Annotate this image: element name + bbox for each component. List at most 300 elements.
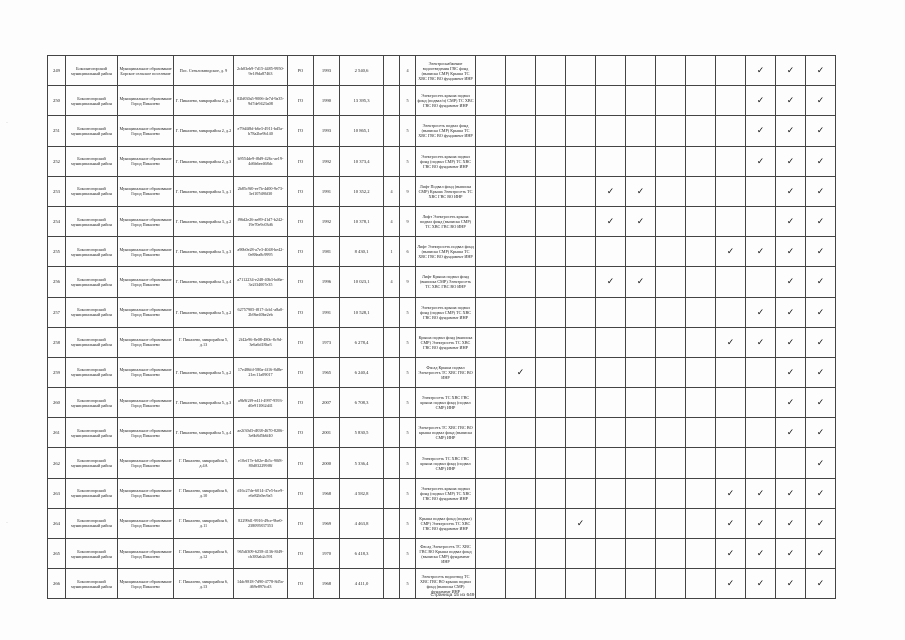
cell-m: Муниципальное образование Город Пикалево — [118, 237, 174, 267]
cell-t: ГО — [288, 327, 314, 357]
cell-n: 259 — [48, 357, 66, 387]
checkmark-cell — [476, 237, 506, 267]
cell-t: ГО — [288, 116, 314, 146]
checkmark-cell — [626, 357, 656, 387]
checkmark-cell — [506, 56, 536, 86]
cell-d: Бокситогорский муниципальный район — [66, 388, 118, 418]
checkmark-cell — [656, 267, 686, 297]
checkmark-cell — [566, 86, 596, 116]
checkmark-cell: ✓ — [746, 56, 776, 86]
table-row — [48, 86, 836, 116]
cell-m: Муниципальное образование Город Пикалево — [118, 206, 174, 236]
checkmark-cell: ✓ — [776, 116, 806, 146]
cell-y: 2000 — [314, 448, 340, 478]
checkmark-cell — [626, 297, 656, 327]
cell-s: 10 865,1 — [340, 116, 384, 146]
cell-id: a90b0e28-a7e3-4048-be42-0e88ea8c9995 — [234, 237, 288, 267]
checkmark-cell: ✓ — [806, 327, 836, 357]
cell-a: Г. Пикалево, микрорайон 5, д.4А — [174, 448, 234, 478]
table-row — [48, 116, 836, 146]
checkmark-cell — [686, 539, 716, 569]
checkmark-cell — [566, 206, 596, 236]
checkmark-cell — [626, 116, 656, 146]
cell-m: Муниципальное образование Город Пикалево — [118, 86, 174, 116]
cell-n: 253 — [48, 176, 66, 206]
checkmark-cell — [686, 176, 716, 206]
cell-a: Г. Пикалево, микрорайон 6, д.10 — [174, 478, 234, 508]
cell-f — [384, 116, 400, 146]
cell-m: Муниципальное образование Город Пикалево — [118, 357, 174, 387]
cell-f — [384, 388, 400, 418]
checkmark-cell: ✓ — [806, 86, 836, 116]
cell-t: ГО — [288, 86, 314, 116]
cell-s: 10 352,2 — [340, 176, 384, 206]
checkmark-cell — [626, 237, 656, 267]
checkmark-cell — [656, 478, 686, 508]
cell-f: 1 — [384, 237, 400, 267]
checkmark-cell: ✓ — [716, 327, 746, 357]
checkmark-cell — [476, 267, 506, 297]
cell-t: ГО — [288, 176, 314, 206]
cell-id: 82299d1-9916-49ce-9be0-238095837353 — [234, 508, 288, 538]
cell-t: ГО — [288, 146, 314, 176]
scan-mark: · — [6, 120, 8, 126]
cell-s: 4 463,8 — [340, 508, 384, 538]
checkmark-cell — [656, 297, 686, 327]
checkmark-cell: ✓ — [806, 206, 836, 236]
checkmark-cell: ✓ — [746, 508, 776, 538]
cell-e: 5 — [400, 388, 416, 418]
cell-a: Г. Пикалево, микрорайон 6, д.11 — [174, 508, 234, 538]
cell-t: ГО — [288, 388, 314, 418]
cell-a: Г. Пикалево, микрорайон 6, д.12 — [174, 539, 234, 569]
checkmark-cell — [656, 116, 686, 146]
checkmark-cell — [566, 146, 596, 176]
scan-mark: · — [6, 520, 8, 526]
cell-e: 9 — [400, 206, 416, 236]
cell-s: 6 708,3 — [340, 388, 384, 418]
cell-n: 264 — [48, 508, 66, 538]
checkmark-cell: ✓ — [806, 569, 836, 599]
checkmark-cell: ✓ — [746, 297, 776, 327]
cell-s: 10 023,1 — [340, 267, 384, 297]
cell-d: Бокситогорский муниципальный район — [66, 418, 118, 448]
table-row — [48, 508, 836, 538]
cell-y: 1992 — [314, 146, 340, 176]
cell-t: ГО — [288, 478, 314, 508]
checkmark-cell — [626, 146, 656, 176]
checkmark-cell — [536, 267, 566, 297]
checkmark-cell: ✓ — [746, 237, 776, 267]
checkmark-cell: ✓ — [806, 448, 836, 478]
checkmark-cell: ✓ — [746, 478, 776, 508]
cell-t: ГО — [288, 267, 314, 297]
checkmark-cell — [506, 116, 536, 146]
checkmark-cell — [476, 388, 506, 418]
checkmark-cell — [626, 86, 656, 116]
checkmark-cell — [536, 508, 566, 538]
cell-n: 257 — [48, 297, 66, 327]
checkmark-cell — [596, 327, 626, 357]
checkmark-cell — [506, 478, 536, 508]
table-row — [48, 539, 836, 569]
cell-id: 2b85c9f0-ee7b-4d00-9e73-3ef107d86f30 — [234, 176, 288, 206]
table-row — [48, 388, 836, 418]
checkmark-cell: ✓ — [746, 116, 776, 146]
cell-m: Муниципальное образование Город Пикалево — [118, 327, 174, 357]
checkmark-cell — [476, 539, 506, 569]
cell-s: 10 528,1 — [340, 297, 384, 327]
cell-s: 8 430,1 — [340, 237, 384, 267]
checkmark-cell: ✓ — [806, 297, 836, 327]
checkmark-cell — [536, 176, 566, 206]
checkmark-cell — [746, 357, 776, 387]
cell-a: Г. Пикалево, микрорайон 5, д.2 — [174, 357, 234, 387]
checkmark-cell: ✓ — [776, 569, 806, 599]
checkmark-cell — [506, 86, 536, 116]
checkmark-cell — [476, 146, 506, 176]
checkmark-cell — [536, 478, 566, 508]
checkmark-cell: ✓ — [716, 539, 746, 569]
cell-e: 5 — [400, 569, 416, 599]
checkmark-cell — [566, 388, 596, 418]
checkmark-cell — [656, 86, 686, 116]
cell-f: 4 — [384, 176, 400, 206]
checkmark-cell: ✓ — [776, 206, 806, 236]
cell-y: 1991 — [314, 176, 340, 206]
cell-a: Г. Пикалево, микрорайон 3, д.4 — [174, 267, 234, 297]
cell-y: 2001 — [314, 418, 340, 448]
cell-m: Муниципальное образование Город Пикалево — [118, 539, 174, 569]
cell-e: 5 — [400, 86, 416, 116]
checkmark-cell — [506, 508, 536, 538]
cell-y: 1993 — [314, 116, 340, 146]
cell-n: 260 — [48, 388, 66, 418]
cell-e: 5 — [400, 508, 416, 538]
checkmark-cell — [566, 357, 596, 387]
checkmark-cell — [686, 86, 716, 116]
cell-s: 6 278,4 — [340, 327, 384, 357]
table-row — [48, 418, 836, 448]
checkmark-cell: ✓ — [806, 56, 836, 86]
checkmark-cell: ✓ — [506, 357, 536, 387]
checkmark-cell: ✓ — [806, 357, 836, 387]
checkmark-cell: ✓ — [776, 56, 806, 86]
checkmark-cell — [746, 267, 776, 297]
cell-m: Муниципальное образование Город Пикалево — [118, 176, 174, 206]
checkmark-cell — [716, 388, 746, 418]
checkmark-cell — [746, 388, 776, 418]
checkmark-cell: ✓ — [776, 508, 806, 538]
cell-a: Г. Пикалево, микрорайон 2, д.2 — [174, 116, 234, 146]
checkmark-cell — [656, 539, 686, 569]
cell-id: d16c27de-6014-47e5-bce9-e6e82b0ec9a5 — [234, 478, 288, 508]
cell-y: 1970 — [314, 539, 340, 569]
cell-s: 6 418,3 — [340, 539, 384, 569]
checkmark-cell — [566, 116, 596, 146]
cell-t: ГО — [288, 508, 314, 538]
checkmark-cell — [716, 297, 746, 327]
checkmark-cell — [656, 388, 686, 418]
checkmark-cell — [686, 146, 716, 176]
cell-w: Электросеть водоотвод ТС ХВС ГВС ВО крыша подвал фонд (выписка СМР) фундамент ИНР — [416, 569, 476, 599]
checkmark-cell — [656, 327, 686, 357]
checkmark-cell: ✓ — [776, 357, 806, 387]
checkmark-cell — [506, 267, 536, 297]
checkmark-cell — [596, 388, 626, 418]
cell-n: 252 — [48, 146, 66, 176]
housing-register-table — [47, 55, 836, 599]
checkmark-cell — [536, 357, 566, 387]
checkmark-cell — [686, 448, 716, 478]
cell-f — [384, 418, 400, 448]
checkmark-cell — [596, 357, 626, 387]
checkmark-cell — [686, 237, 716, 267]
cell-d: Бокситогорский муниципальный район — [66, 237, 118, 267]
cell-e: 5 — [400, 146, 416, 176]
cell-t: ГО — [288, 448, 314, 478]
cell-w: Электросеть ТС ХВС ГВС ВО крыша подвал фонд (выписка СМР) ИНР — [416, 418, 476, 448]
checkmark-cell — [596, 86, 626, 116]
cell-e: 4 — [400, 56, 416, 86]
checkmark-cell — [686, 267, 716, 297]
checkmark-cell: ✓ — [776, 146, 806, 176]
cell-w: Крыша подвал фонд (подвал) СМР) Электросеть ТС ХВС ГВС ВО фундамент ИНР — [416, 508, 476, 538]
cell-n: 258 — [48, 327, 66, 357]
cell-w: Лифт Электросеть подвал фонд (выписка СМР) Крыша ТС ХВС ГВС ВО фундамент ИНР — [416, 237, 476, 267]
cell-s: 13 395,3 — [340, 86, 384, 116]
cell-d: Бокситогорский муниципальный район — [66, 569, 118, 599]
checkmark-cell: ✓ — [776, 327, 806, 357]
cell-f — [384, 86, 400, 116]
cell-f — [384, 327, 400, 357]
cell-n: 266 — [48, 569, 66, 599]
checkmark-cell — [626, 56, 656, 86]
checkmark-cell — [536, 297, 566, 327]
checkmark-cell — [536, 388, 566, 418]
checkmark-cell: ✓ — [806, 116, 836, 146]
checkmark-cell: ✓ — [626, 267, 656, 297]
cell-n: 261 — [48, 418, 66, 448]
cell-w: Лифт Электросеть крыша подвал фонд (выписка СМР) ТС ХВС ГВС ВО ИНР — [416, 206, 476, 236]
cell-e: 5 — [400, 418, 416, 448]
cell-s: 4 411,0 — [340, 569, 384, 599]
checkmark-cell — [596, 448, 626, 478]
checkmark-cell: ✓ — [596, 267, 626, 297]
cell-n: 249 — [48, 56, 66, 86]
cell-f — [384, 539, 400, 569]
checkmark-cell — [506, 206, 536, 236]
cell-d: Боксинтогорский муниципальный район — [66, 56, 118, 86]
cell-y: 1981 — [314, 237, 340, 267]
cell-m: Муниципальное образование Город Пикалево — [118, 388, 174, 418]
checkmark-cell — [536, 539, 566, 569]
checkmark-cell — [626, 388, 656, 418]
table-body — [48, 56, 836, 599]
cell-f — [384, 56, 400, 86]
checkmark-cell — [476, 508, 506, 538]
checkmark-cell: ✓ — [776, 267, 806, 297]
cell-y: 1992 — [314, 206, 340, 236]
checkmark-cell — [686, 357, 716, 387]
checkmark-cell — [626, 327, 656, 357]
cell-n: 256 — [48, 267, 66, 297]
cell-f — [384, 146, 400, 176]
checkmark-cell: ✓ — [806, 508, 836, 538]
checkmark-cell — [566, 418, 596, 448]
cell-id: e10ef17e-b02e-4b5c-90f8-80d032299f8f — [234, 448, 288, 478]
checkmark-cell — [476, 478, 506, 508]
checkmark-cell — [716, 267, 746, 297]
checkmark-cell — [716, 418, 746, 448]
checkmark-cell — [596, 418, 626, 448]
checkmark-cell — [476, 86, 506, 116]
cell-id: a7112234-e248-40b3-bd6e-3e2f34007e35 — [234, 267, 288, 297]
cell-s: 5 336,4 — [340, 448, 384, 478]
cell-y: 1969 — [314, 508, 340, 538]
checkmark-cell — [716, 357, 746, 387]
cell-y: 1996 — [314, 267, 340, 297]
checkmark-cell — [566, 56, 596, 86]
checkmark-cell — [626, 448, 656, 478]
cell-e: 9 — [400, 267, 416, 297]
cell-d: Бокситогорский муниципальный район — [66, 478, 118, 508]
cell-d: Бокситогорский муниципальный район — [66, 357, 118, 387]
checkmark-cell — [716, 448, 746, 478]
checkmark-cell — [476, 297, 506, 327]
cell-t: ГО — [288, 357, 314, 387]
cell-id: 62757905-f817-4cb1-a8a0-2b9be40be2eb — [234, 297, 288, 327]
cell-y: 1965 — [314, 357, 340, 387]
checkmark-cell: ✓ — [806, 176, 836, 206]
cell-f — [384, 448, 400, 478]
checkmark-cell — [566, 478, 596, 508]
cell-e: 5 — [400, 357, 416, 387]
checkmark-cell — [716, 116, 746, 146]
cell-s: 6 240,4 — [340, 357, 384, 387]
cell-s: 5 830,5 — [340, 418, 384, 448]
cell-a: Г. Пикалево, микрорайон 6, д.13 — [174, 569, 234, 599]
checkmark-cell — [596, 539, 626, 569]
cell-d: Бокситогорский муниципальный район — [66, 267, 118, 297]
checkmark-cell: ✓ — [776, 86, 806, 116]
cell-n: 265 — [48, 539, 66, 569]
cell-id: f96d2e26-ae89-41d7-b242-19e70e9c03d6 — [234, 206, 288, 236]
cell-f — [384, 297, 400, 327]
cell-y: 1973 — [314, 327, 340, 357]
checkmark-cell: ✓ — [746, 146, 776, 176]
cell-n: 251 — [48, 116, 66, 146]
cell-f — [384, 508, 400, 538]
cell-m: Муниципальное образование Борское сельское поселение — [118, 56, 174, 86]
cell-e: 5 — [400, 297, 416, 327]
cell-id: ae2f30d3-d838-4670-8206-3e6b8d5b6f40 — [234, 418, 288, 448]
table-row — [48, 448, 836, 478]
checkmark-cell — [506, 176, 536, 206]
cell-e: 5 — [400, 539, 416, 569]
cell-e: 5 — [400, 478, 416, 508]
cell-a: Г. Пикалево, микрорайон 5, д.2 — [174, 297, 234, 327]
checkmark-cell: ✓ — [776, 176, 806, 206]
checkmark-cell — [536, 327, 566, 357]
checkmark-cell: ✓ — [806, 267, 836, 297]
cell-d: Бокситогорский муниципальный район — [66, 539, 118, 569]
cell-a: Г. Пикалево, микрорайон 3, д.1 — [174, 176, 234, 206]
checkmark-cell — [626, 478, 656, 508]
checkmark-cell — [716, 146, 746, 176]
checkmark-cell — [536, 237, 566, 267]
cell-s: 10 373,4 — [340, 146, 384, 176]
cell-y: 1968 — [314, 569, 340, 599]
cell-y: 1968 — [314, 478, 340, 508]
table-row — [48, 56, 836, 86]
checkmark-cell — [506, 146, 536, 176]
checkmark-cell — [476, 206, 506, 236]
checkmark-cell — [566, 267, 596, 297]
checkmark-cell: ✓ — [776, 478, 806, 508]
cell-w: Электросеть ТС ХВС ГВС крыша подвал фонд (подвал СМР) ИНР — [416, 448, 476, 478]
checkmark-cell — [656, 176, 686, 206]
cell-f: 4 — [384, 267, 400, 297]
cell-e: 5 — [400, 116, 416, 146]
cell-d: Бокситогорский муниципальный район — [66, 508, 118, 538]
cell-t: ГО — [288, 569, 314, 599]
cell-d: Бокситогорский муниципальный район — [66, 116, 118, 146]
cell-t: РО — [288, 56, 314, 86]
cell-id: a9b9f2f9-e41f-4997-9593-d0e911062d41 — [234, 388, 288, 418]
table-row — [48, 297, 836, 327]
checkmark-cell — [476, 327, 506, 357]
cell-d: Бокситогорский муниципальный район — [66, 86, 118, 116]
checkmark-cell — [596, 508, 626, 538]
checkmark-cell — [746, 418, 776, 448]
cell-s: 4 582,8 — [340, 478, 384, 508]
checkmark-cell: ✓ — [746, 569, 776, 599]
checkmark-cell: ✓ — [776, 388, 806, 418]
checkmark-cell: ✓ — [566, 508, 596, 538]
checkmark-cell: ✓ — [806, 146, 836, 176]
cell-a: Г. Пикалево, микрорайон 3, д.3 — [174, 237, 234, 267]
cell-a: Г. Пикалево, микрорайон 2, д.3 — [174, 146, 234, 176]
checkmark-cell — [506, 448, 536, 478]
cell-w: Электросеть ТС ХВС ГВС крыша подвал фонд (подвал СМР) ИНР — [416, 388, 476, 418]
cell-f — [384, 357, 400, 387]
table-row — [48, 206, 836, 236]
cell-d: Бокситогорский муниципальный район — [66, 176, 118, 206]
checkmark-cell — [716, 176, 746, 206]
checkmark-cell — [566, 297, 596, 327]
table-row — [48, 357, 836, 387]
checkmark-cell — [476, 116, 506, 146]
checkmark-cell — [656, 146, 686, 176]
cell-a: Г. Пикалево, микрорайон 5, д.3 — [174, 388, 234, 418]
checkmark-cell — [716, 206, 746, 236]
checkmark-cell — [506, 237, 536, 267]
cell-w: Лифт Крыша подвал фонд (выписка СМР) Электросеть ТС ХВС ГВС ВО ИНР — [416, 267, 476, 297]
checkmark-cell — [716, 56, 746, 86]
checkmark-cell — [596, 237, 626, 267]
checkmark-cell — [596, 116, 626, 146]
checkmark-cell — [536, 146, 566, 176]
checkmark-cell: ✓ — [776, 237, 806, 267]
cell-y: 1991 — [314, 297, 340, 327]
cell-d: Бокситогорский муниципальный район — [66, 327, 118, 357]
checkmark-cell — [566, 327, 596, 357]
checkmark-cell — [686, 418, 716, 448]
cell-s: 10 378,1 — [340, 206, 384, 236]
checkmark-cell — [536, 418, 566, 448]
cell-a: Г. Пикалево, микрорайон 5, д.4 — [174, 418, 234, 448]
